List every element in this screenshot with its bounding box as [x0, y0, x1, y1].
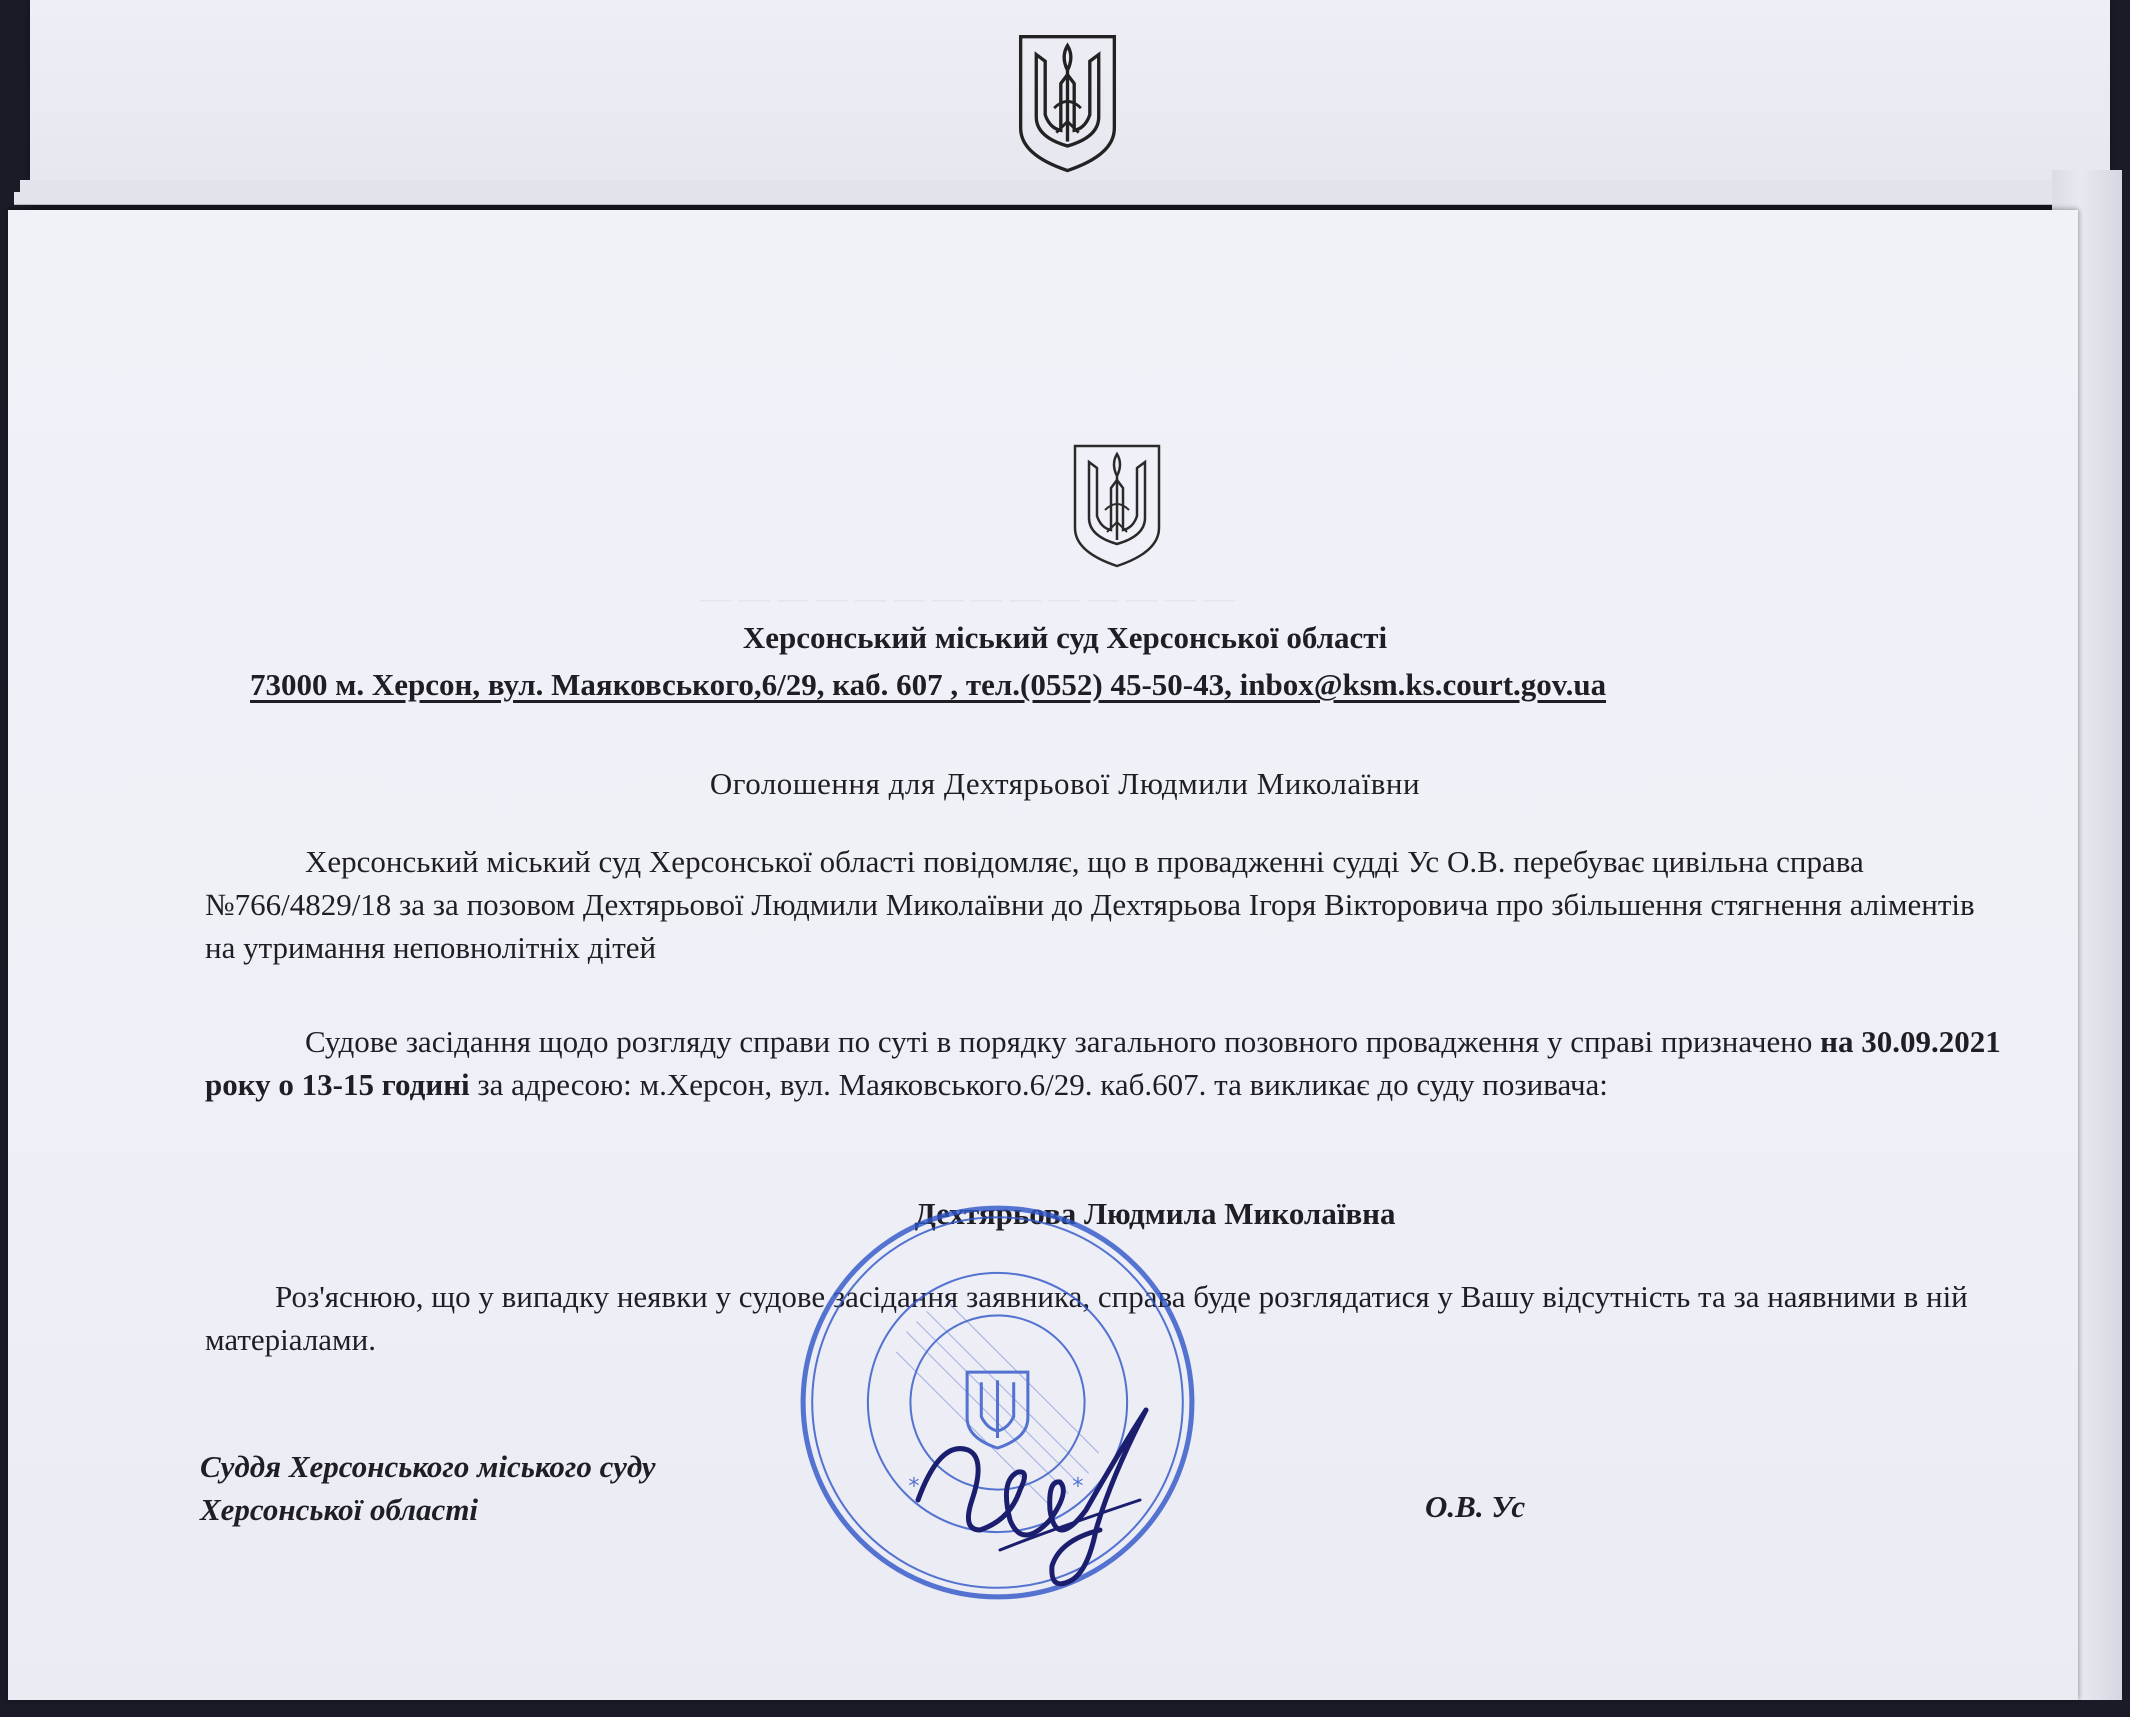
- judge-title-line-1: Суддя Херсонського міського суду: [200, 1449, 656, 1484]
- hearing-paragraph: [205, 1020, 2005, 1106]
- court-address-line: 73000 м. Херсон, вул. Маяковського,6/29, каб. 607 , тел.(0552) 45-50-43, inbox@ksm.ks.court.gov.ua: [250, 667, 1607, 702]
- announcement-title: Оголошення для Дехтярьової Людмили Миколаївни: [709, 766, 1421, 801]
- trident-emblem-icon: [1010, 30, 1125, 175]
- court-name-heading: Херсонський міський суд Херсонської області: [742, 620, 1388, 655]
- notice-paragraph-text: Херсонський міський суд Херсонської області повідомляє, що в провадженні судді Ус О.В. перебуває цивільна справа №766/4829/18 за за позовом Дехтярьової Людмили Миколаївни до Дехтярьова Ігоря Вікторовича про збільшення стягнення аліментів на утримання неповнолітніх дітей: [205, 844, 1975, 965]
- hearing-text-part-1: Судове засідання щодо розгляду справи по суті в порядку загального позовного провадження у справі призначено: [305, 1024, 1821, 1059]
- hearing-date-time: на 30.09.2021 року о 13-15 годині: [205, 1024, 2001, 1102]
- judge-title: [200, 1445, 656, 1531]
- notice-paragraph: [205, 840, 2005, 969]
- judge-title-line-2: Херсонської області: [200, 1492, 479, 1527]
- sheet-edge: [14, 192, 2084, 205]
- judge-name: О.В. Ус: [1425, 1489, 1526, 1524]
- show-through-text: — — — — — — — — — — — — — —: [700, 580, 1235, 615]
- svg-text:*: *: [1072, 1473, 1084, 1500]
- hearing-text-part-2: за адресою: м.Херсон, вул. Маяковського.6/29. каб.607. та викликає до суду позивача:: [469, 1067, 1608, 1102]
- svg-text:*: *: [908, 1473, 920, 1500]
- summoned-person-name: Дехтярьова Людмила Миколаївна: [914, 1196, 1396, 1231]
- trident-emblem-icon: [1063, 440, 1171, 570]
- handwritten-signature: [900, 1380, 1170, 1610]
- clarification-text: Роз'яснюю, що у випадку неявки у судове засідання заявника, справа буде розглядатися у Вашу відсутність та за наявними в ній матеріалами.: [205, 1279, 1968, 1357]
